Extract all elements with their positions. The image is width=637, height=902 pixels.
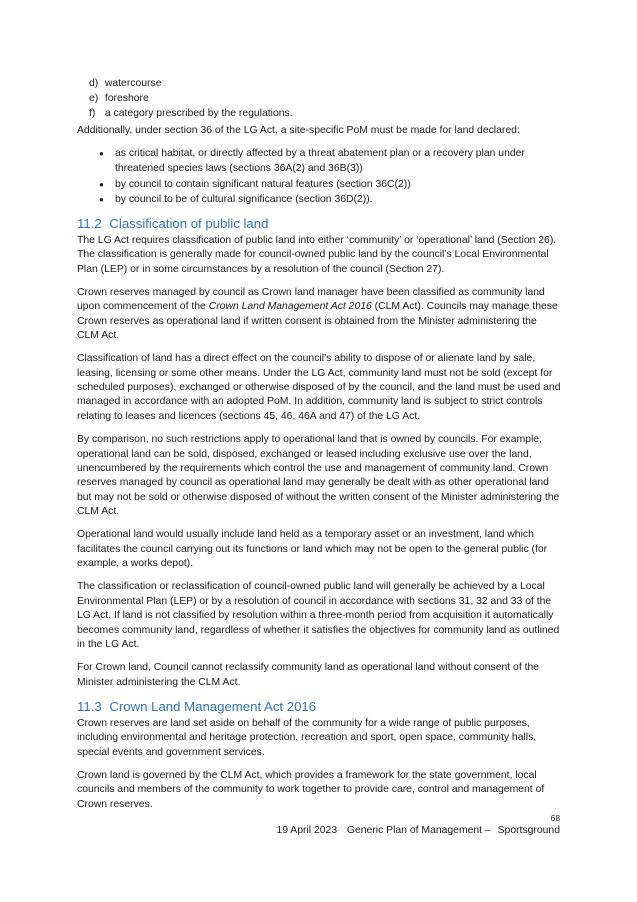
section-title: Classification of public land [109,215,269,231]
list-item [89,106,561,121]
bullet-text: by council to contain significant natural features (section 36C(2)) [115,178,411,190]
document-page [77,76,561,821]
paragraph [77,286,561,344]
paragraph: For Crown land, Council cannot reclassify community land as operational land without consent of the Minister administering the CLM Act. [77,662,540,688]
paragraph: The classification or reclassification of council-owned public land will generally be achieved by a Local Environmental Plan (LEP) or by a resolution of council in accordance with sections 31, 32 and 33 of the LG Act. If land is not classified by resolution within a three-month period from acquisition it automatically becomes community land, regardless of whether it satisfies the objectives for community land as outlined in the LG Act. [77,581,560,650]
paragraph: Crown land is governed by the CLM Act, which provides a framework for the state government, local councils and members of the community to work together to provide care, control and management of Crown reserves. [77,769,545,810]
act-name-italic: Crown Land Management Act 2016 [208,301,372,313]
paragraph: By comparison, no such restrictions apply to operational land that is owned by councils. For example, operational land can be sold, disposed, exchanged or leased including exclusive use over the land, unencumbered by the requirements which control the use and management of community land. Crown reserves managed by council as operational land may generally be dealt with as other operational land but may not be sold or otherwise disposed of without the written consent of the Minister administering the CLM Act. [77,434,560,518]
bullet-text: as critical habitat, or directly affected by a threat abatement plan or a recovery plan under threatened species laws (sections 36A(2) and 36B(3)) [115,148,525,174]
list-item [89,76,561,91]
page-number: 68 [550,813,560,823]
bullet-text: by council to be of cultural significance (section 36D(2)). [115,194,373,206]
lettered-list [77,76,561,121]
section-heading-11-3 [77,699,561,715]
section-heading-11-2 [77,216,561,232]
footer-doc-subtitle: Sportsground [497,825,560,836]
paragraph: Operational land would usually include land held as a temporary asset or an investment, land which facilitates the council carrying out its functions or land which may not be open to the general public (for example, a works depot). [77,529,548,570]
footer-doc-title: Generic Plan of Management – [346,825,491,836]
paragraph-text: (CLM Act). Councils may manage these Crown reserves as operational land if written consent is obtained from the Minister administering the CLM Act. [77,301,558,342]
bullet-icon: ● [99,149,104,159]
list-item-text: foreshore [104,93,149,104]
footer-line [276,824,560,837]
list-item-text: watercourse [104,78,162,89]
list-item-text: a category prescribed by the regulations. [104,108,293,119]
bullet-item [99,178,561,192]
section-number: 11.2 [77,215,102,231]
bullet-item [99,193,561,207]
bullet-item [99,147,561,176]
footer-date: 19 April 2023 [276,825,338,836]
bullet-icon: ● [99,195,104,205]
section-36-intro: Additionally, under section 36 of the LG Act, a site-specific PoM must be made for land declared: [77,125,520,136]
section-number: 11.3 [77,698,102,714]
bullet-icon: ● [99,179,104,189]
list-marker: e) [89,93,99,104]
page-footer [276,812,560,837]
paragraph-text: Crown reserves managed by council as Crown land manager have been classified as community land upon commencement of the [77,286,545,313]
bullet-list [77,147,561,208]
list-item [89,91,561,106]
paragraph: Classification of land has a direct effect on the council’s ability to dispose of or alienate land by sale, leasing, licensing or some other means. Under the LG Act, community land must not be sold (except for scheduled purposes), exchanged or otherwise disposed of by the council, and the land must be used and managed in accordance with an adopted PoM. In addition, community land is subject to strict controls relating to leases and licences (sections 45, 46, 46A and 47) of the LG Act. [77,353,561,422]
paragraph: Crown reserves are land set aside on behalf of the community for a wide range of public purposes, including environmental and heritage protection, recreation and sport, open space, community halls, special events and government services. [77,717,537,758]
paragraph: The LG Act requires classification of public land into either ‘community’ or ‘operational’ land (Section 26). The classification is generally made for council-owned public land by the council’s Local Environmental Plan (LEP) or in some circumstances by a resolution of the council (Section 27). [77,234,557,275]
list-marker: f) [89,108,96,119]
section-title: Crown Land Management Act 2016 [109,698,317,714]
list-marker: d) [89,78,99,89]
